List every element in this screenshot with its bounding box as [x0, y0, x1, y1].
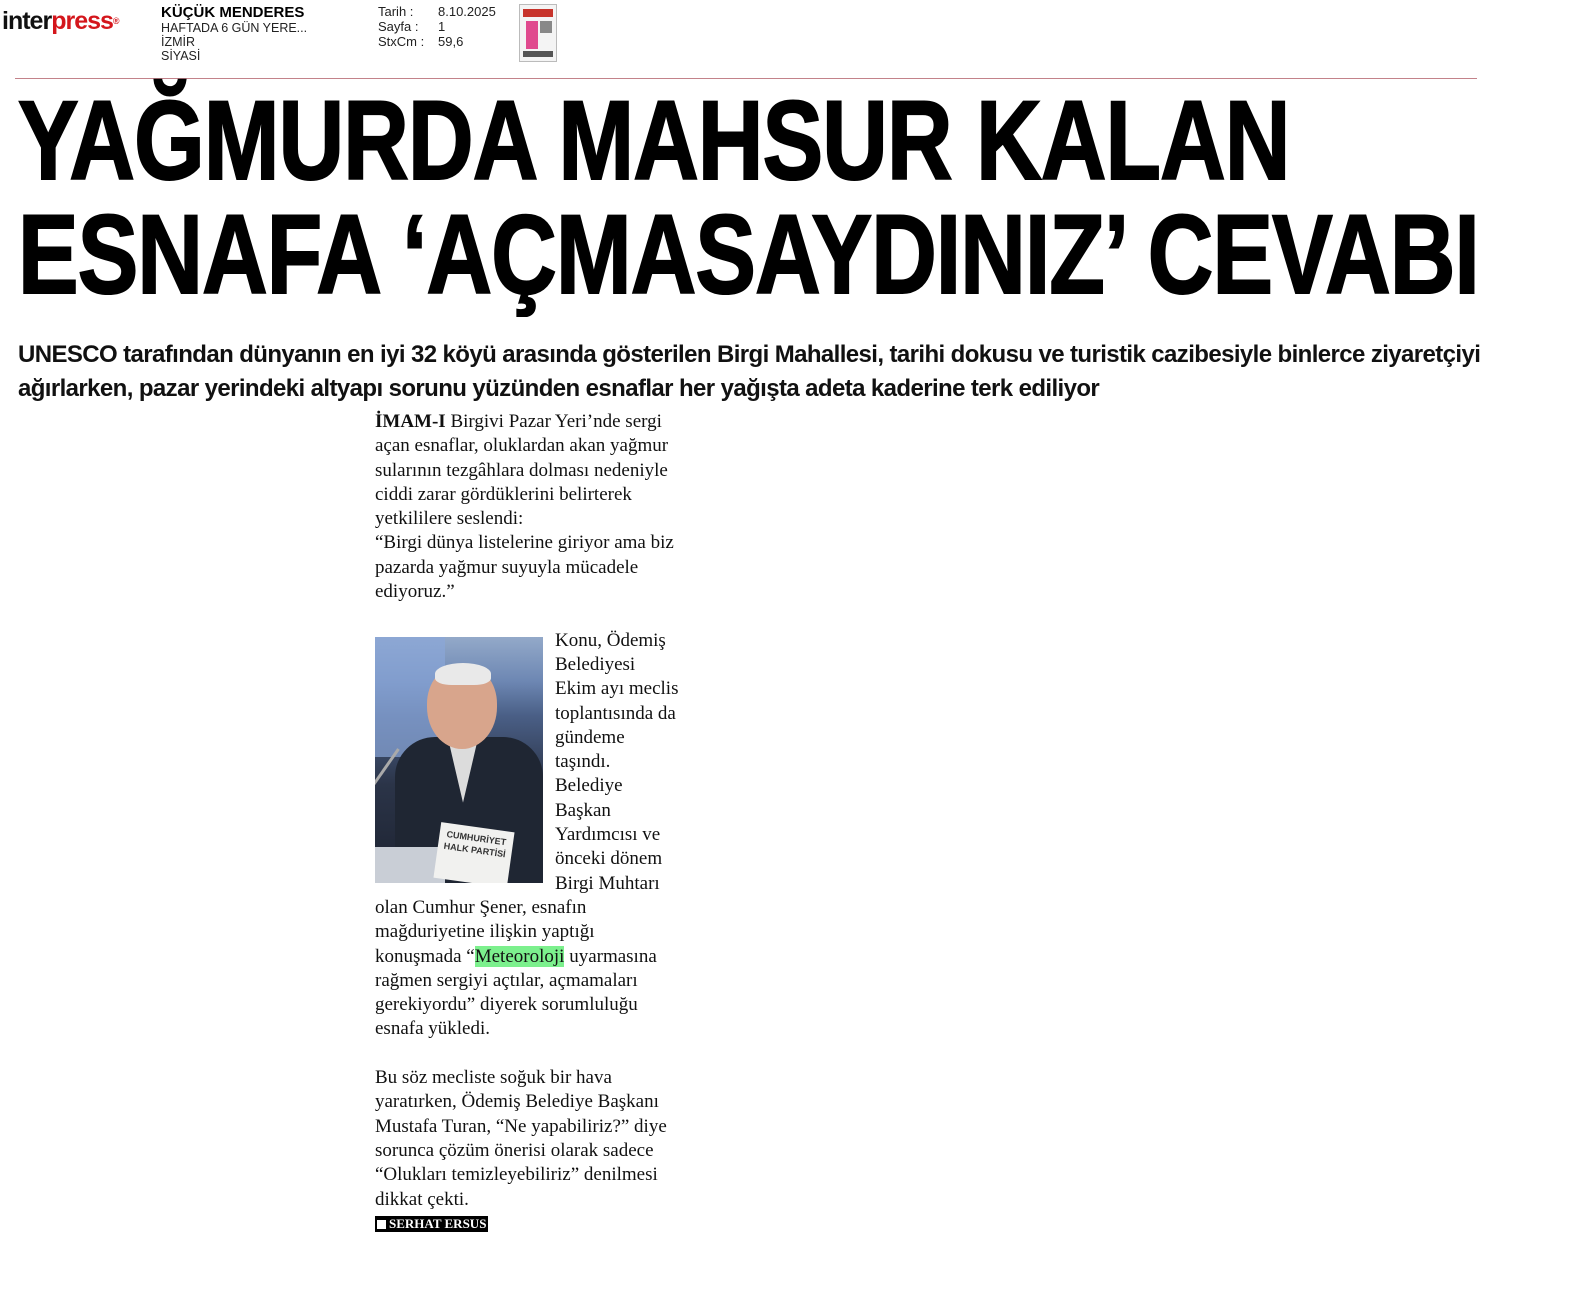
paragraph-3: Bu söz mecliste soğuk bir hava yaratırken, Ödemiş Belediye Başkanı Mustafa Turan, “Ne yapabiliriz?” diye sorunca çözüm önerisi olarak sadece “Olukları temizleyebiliriz” denilmesi dikkat çekti.	[375, 1067, 667, 1210]
page-thumbnail[interactable]	[519, 4, 557, 62]
headline-line-2: ESNAFA ‘AÇMASAYDINIZ’ CEVABI	[18, 192, 1479, 317]
publication-name: KÜÇÜK MENDERES	[161, 4, 305, 21]
headline-line-1: YAĞMURDA MAHSUR KALAN	[18, 78, 1290, 203]
article-body	[375, 410, 680, 1236]
paragraph-2: CUMHURİYET HALK PARTİSİ Konu, Ödemiş Belediyesi Ekim ayı meclis toplantısında da gündeme taşındı. Belediye Başkan Yardımcısı ve önceki dönem Birgi Muhtarı olan Cumhur Şener, esnafın mağduriyetine ilişkin yaptığı konuşmada “Meteoroloji uyarmasına rağmen sergiyi açtılar, açmamaları gerekiyordu” diyerek sorumluluğu esnafa yükledi.	[375, 629, 680, 1042]
publication-category: SİYASİ	[161, 49, 201, 63]
paragraph-1: İMAM-I Birgivi Pazar Yeri’nde sergi açan esnaflar, oluklardan akan yağmur sularının tezgâhlara dolması nedeniyle ciddi zarar gördüklerini belirterek yetkililere seslendi:	[375, 411, 669, 530]
highlighted-term: Meteoroloji	[474, 945, 565, 967]
clipping-meta	[378, 4, 496, 49]
article-headline	[18, 78, 1480, 317]
publication-info	[161, 4, 307, 63]
meta-page: Sayfa : 1	[378, 19, 446, 34]
lead-word: İMAM-I	[375, 411, 446, 432]
publication-city: İZMİR	[161, 35, 196, 49]
publication-frequency: HAFTADA 6 GÜN YERE...	[161, 21, 308, 35]
quote-paragraph: “Birgi dünya listelerine giriyor ama biz pazarda yağmur suyuyla mücadele ediyoruz.”	[375, 532, 674, 603]
square-bullet-icon	[377, 1220, 386, 1229]
meta-stxcm: StxCm : 59,6	[378, 34, 464, 49]
author-byline: SERHAT ERSUS	[375, 1216, 488, 1232]
interpress-logo: interpress®	[2, 7, 120, 35]
party-name-card: CUMHURİYET HALK PARTİSİ	[433, 822, 514, 883]
council-member-photo	[375, 637, 543, 883]
meta-date: Tarih : 8.10.2025	[378, 4, 496, 19]
article-subheadline: UNESCO tarafından dünyanın en iyi 32 köyü arasında gösterilen Birgi Mahallesi, tarihi dokusu ve turistik cazibesiyle binlerce ziyaretçiyi ağırlarken, pazar yerindeki altyapı sorunu yüzünden esnaflar her yağışta adeta kaderine terk ediliyor	[18, 341, 1481, 402]
